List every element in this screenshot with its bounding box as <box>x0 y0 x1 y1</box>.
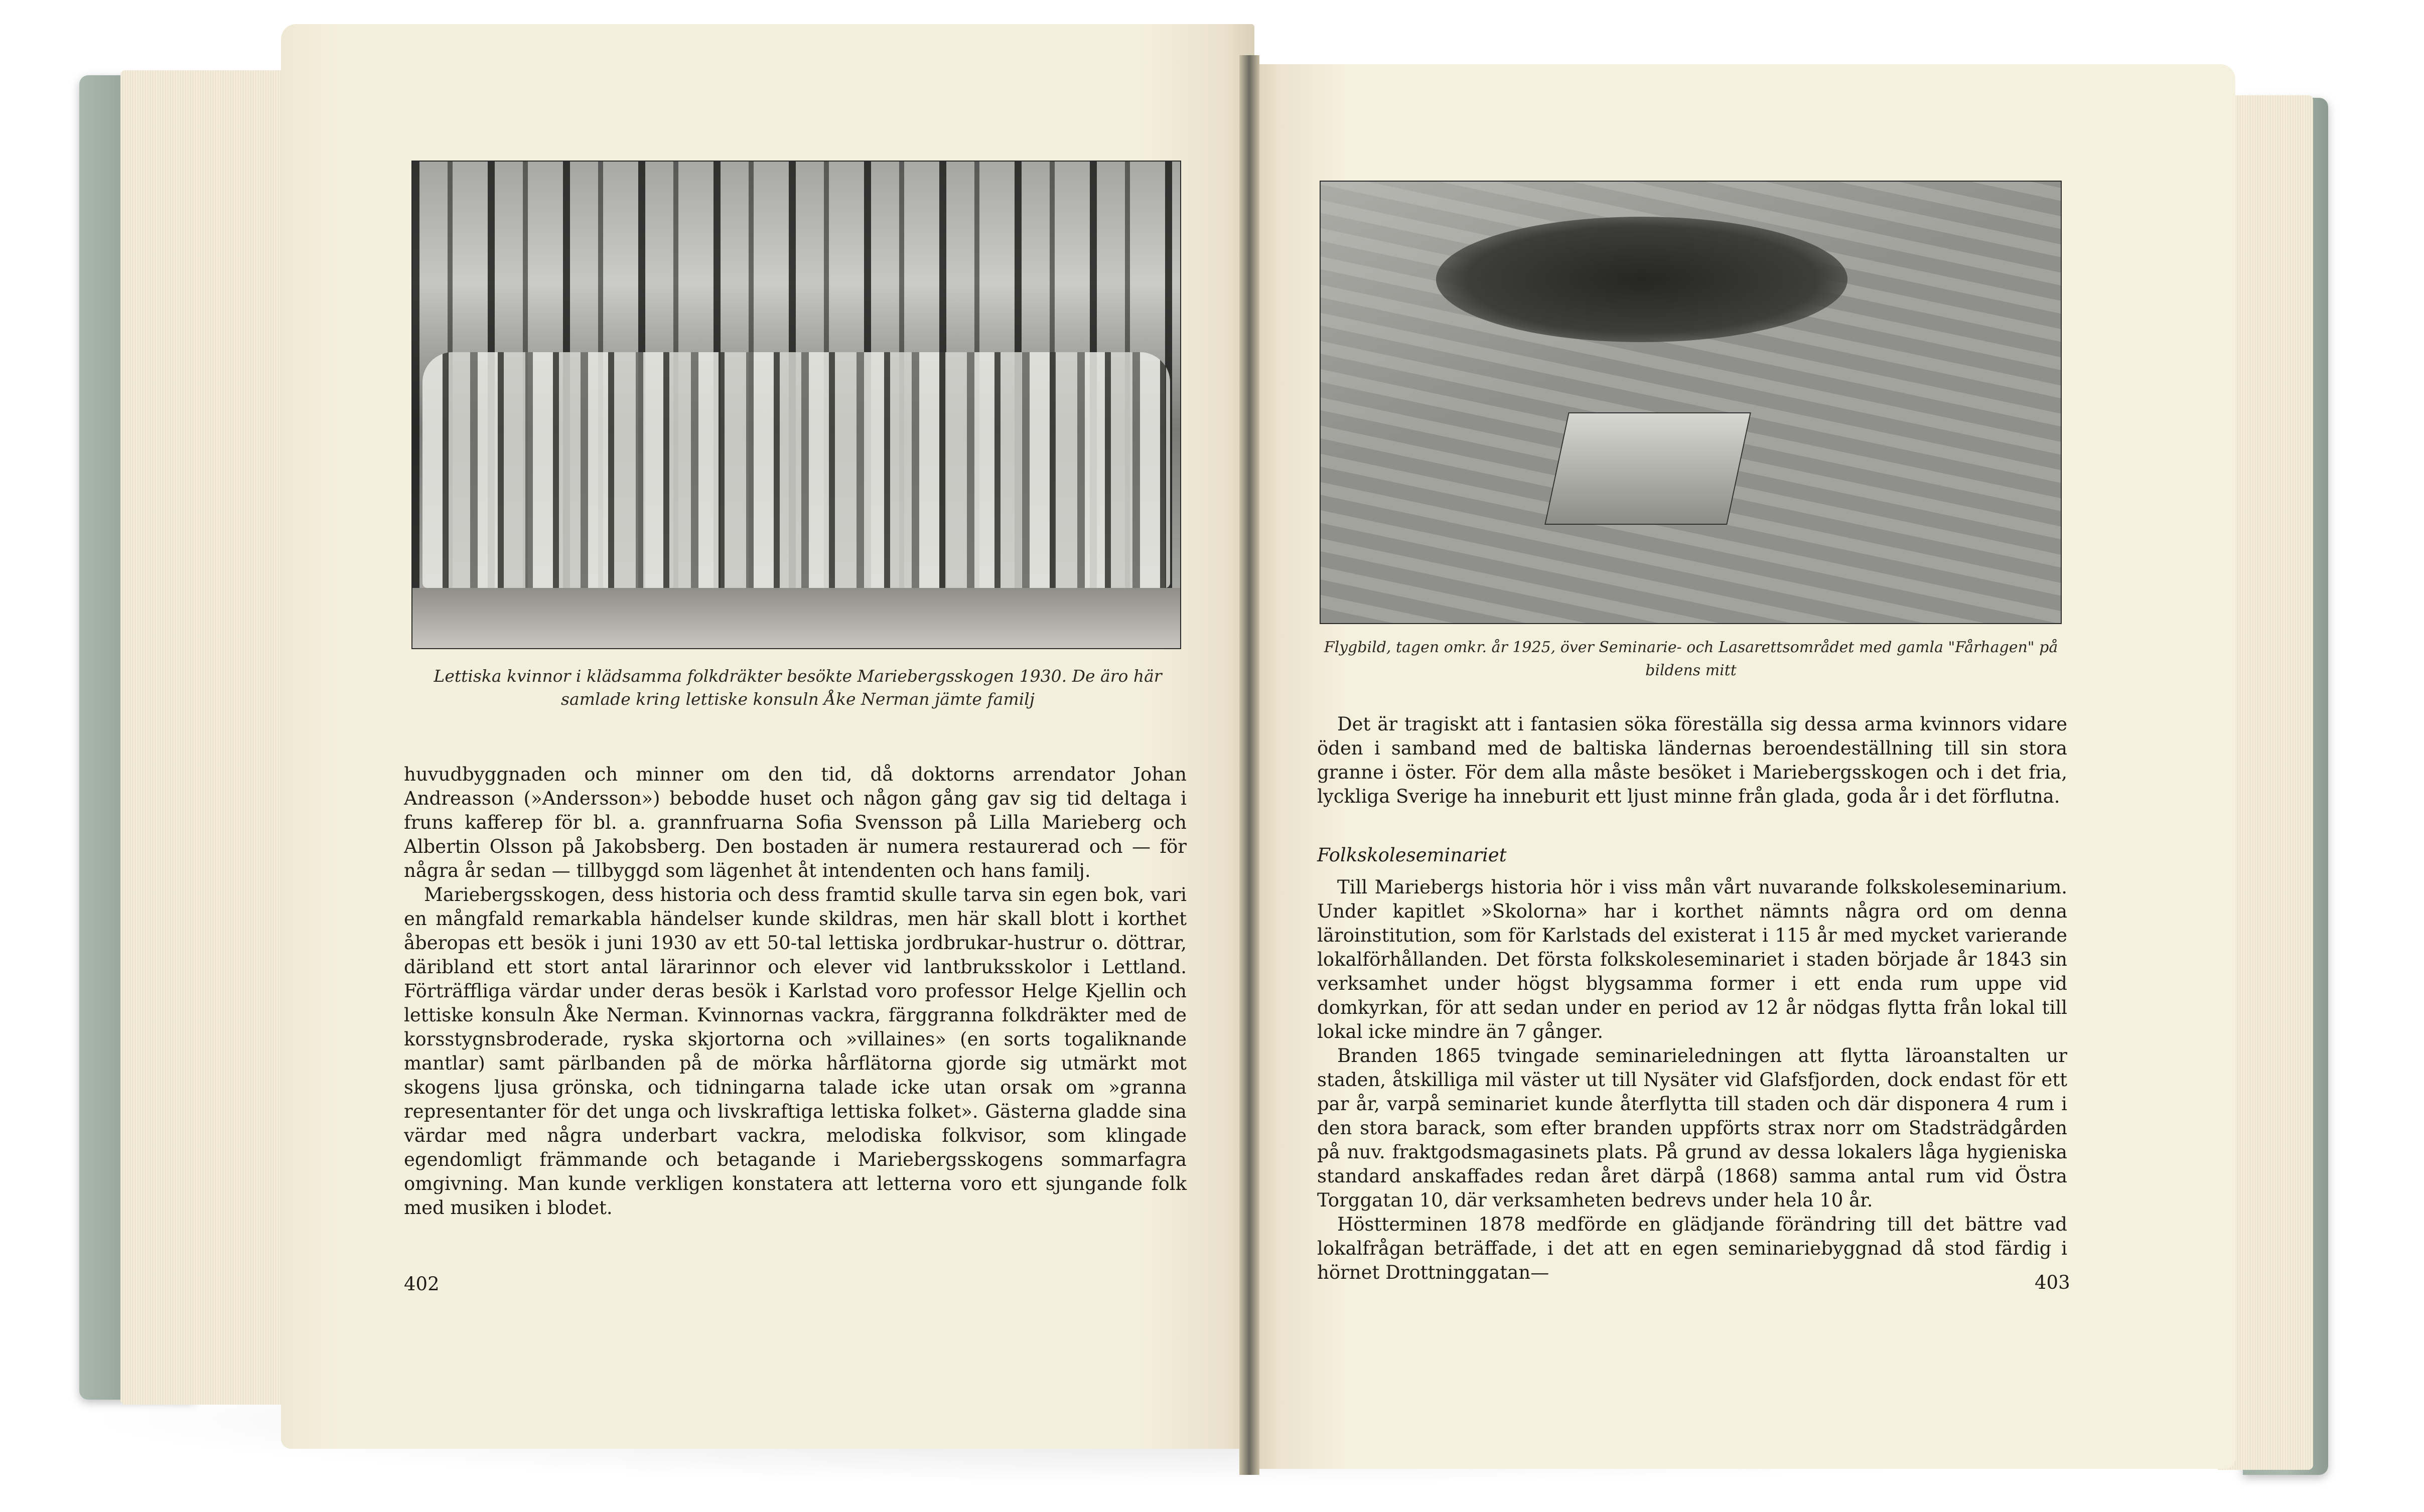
paragraph: Mariebergsskogen, dess historia och dess framtid skulle tarva sin egen bok, vari en mångfald remarkabla händelser kunde skildras, men här skall blott i korthet åberopas ett besök i juni 1930 av ett 50-tal lettiska jordbrukar-hustrur o. döttrar, däribland ett stort antal lärarinnor och elever vid lantbruksskolor i Lettland. Förträffliga värdar under deras besök i Karlstad voro professor Helge Kjellin och lettiske konsuln Åke Nerman. Kvinnornas vackra, färggranna folkdräkter med de korsstygnsbroderade, ryska skjortorna och »villaines» (en sorts togaliknande mantlar) samt pärlbanden på de mörka hårflätorna gjorde sig utmärkt mot skogens ljusa grönska, och tidningarna talade icke utan orsak om »granna representanter för det unga och livskraftiga lettiska folket». Gästerna gladde sina värdar med några underbart vackra, melodiska folkvisor, som klingade egendomligt främmande och betagande i Mariebergsskogens sommarfagra omgivning. Man kunde verkligen konstatera att letterna voro ett sjungande folk med musiken i blodet. <box>404 884 1187 1219</box>
paragraph: Det är tragiskt att i fantasien söka föreställa sig dessa arma kvinnors vidare öden i samband med de baltiska ländernas beroendeställning till sin stora granne i öster. För dem alla måste besöket i Mariebergsskogen och i det fria, lyckliga Sverige ha inneburit ett ljust minne från glada, goda år i det förflutna. <box>1317 713 2067 807</box>
right-photo-caption: Flygbild, tagen omkr. år 1925, över Seminarie- och Lasarettsområdet med gamla "Fårhagen" på bildens mitt <box>1324 639 2058 679</box>
woodland-area <box>1436 217 1847 342</box>
paragraph: Branden 1865 tvingade seminarieledningen att flytta läroanstalten ur staden, åtskilliga mil väster ut till Nysäter vid Glafsfjorden, dock endast för ett par år, varpå seminariet kunde återflytta till staden och där disponera 4 rum i den stora barack, som efter branden uppförts strax norr om Stadsträdgården på nuv. fraktgodsmagasinets plats. På grund av dessa lokalers låga hygieniska standard anskaffades redan året därpå (1868) samma antal rum vid Östra Torggatan 10, där verksamheten bedrevs under hela 10 år. <box>1317 1045 2067 1211</box>
page-number-left: 402 <box>404 1273 440 1295</box>
group-of-women <box>422 352 1170 588</box>
seminary-building <box>1544 412 1751 525</box>
left-photo-caption: Lettiska kvinnor i klädsamma folkdräkter besökte Mariebergsskogen 1930. De äro här samlade kring lettiske konsuln Åke Nerman jämte familj <box>434 666 1162 709</box>
paragraph: Höstterminen 1878 medförde en glädjande förändring till det bättre vad lokalfrågan beträffade, i det att en egen seminariebyggnad då stod färdig i hörnet Drottninggatan— <box>1317 1214 2067 1283</box>
forest-group-photo <box>411 161 1181 649</box>
page-edges-left <box>120 70 286 1405</box>
paragraph: huvudbyggnaden och minner om den tid, då doktorns arrendator Johan Andreasson (»Andersson») bebodde huset och någon gång gav sig tid deltaga i fruns kafferep för bl. a. grannfruarna Sofia Svensson på Lilla Marieberg och Albertin Olsson på Jakobsberg. Den bostaden är numera restaurerad och — för några år sedan — tillbyggd som lägenhet åt intendenten och hans familj. <box>404 764 1187 881</box>
section-title: Folkskoleseminariet <box>1317 844 1507 866</box>
paragraph: Till Mariebergs historia hör i viss mån vårt nuvarande folkskoleseminarium. Under kapitlet »Skolorna» har i korthet nämnts några ord om denna läroinstitution, som för Karlstads del existerat i 115 år med mycket varierande lokalförhållanden. Det första folkskoleseminariet i staden började år 1843 sin verksamhet under högst blygsamma former i ett enda rum uppe vid domkyrkan, för att sedan under en period av 12 år nödgas flytta från lokal till lokal icke mindre än 7 gånger. <box>1317 876 2067 1042</box>
book-gutter <box>1239 55 1259 1475</box>
forest-ground <box>412 588 1180 648</box>
right-page-text <box>1317 875 2067 1285</box>
right-page-intro <box>1317 712 2067 809</box>
left-page-text <box>404 763 1187 1220</box>
aerial-photo <box>1320 181 2062 624</box>
page-number-right: 403 <box>2035 1272 2070 1293</box>
